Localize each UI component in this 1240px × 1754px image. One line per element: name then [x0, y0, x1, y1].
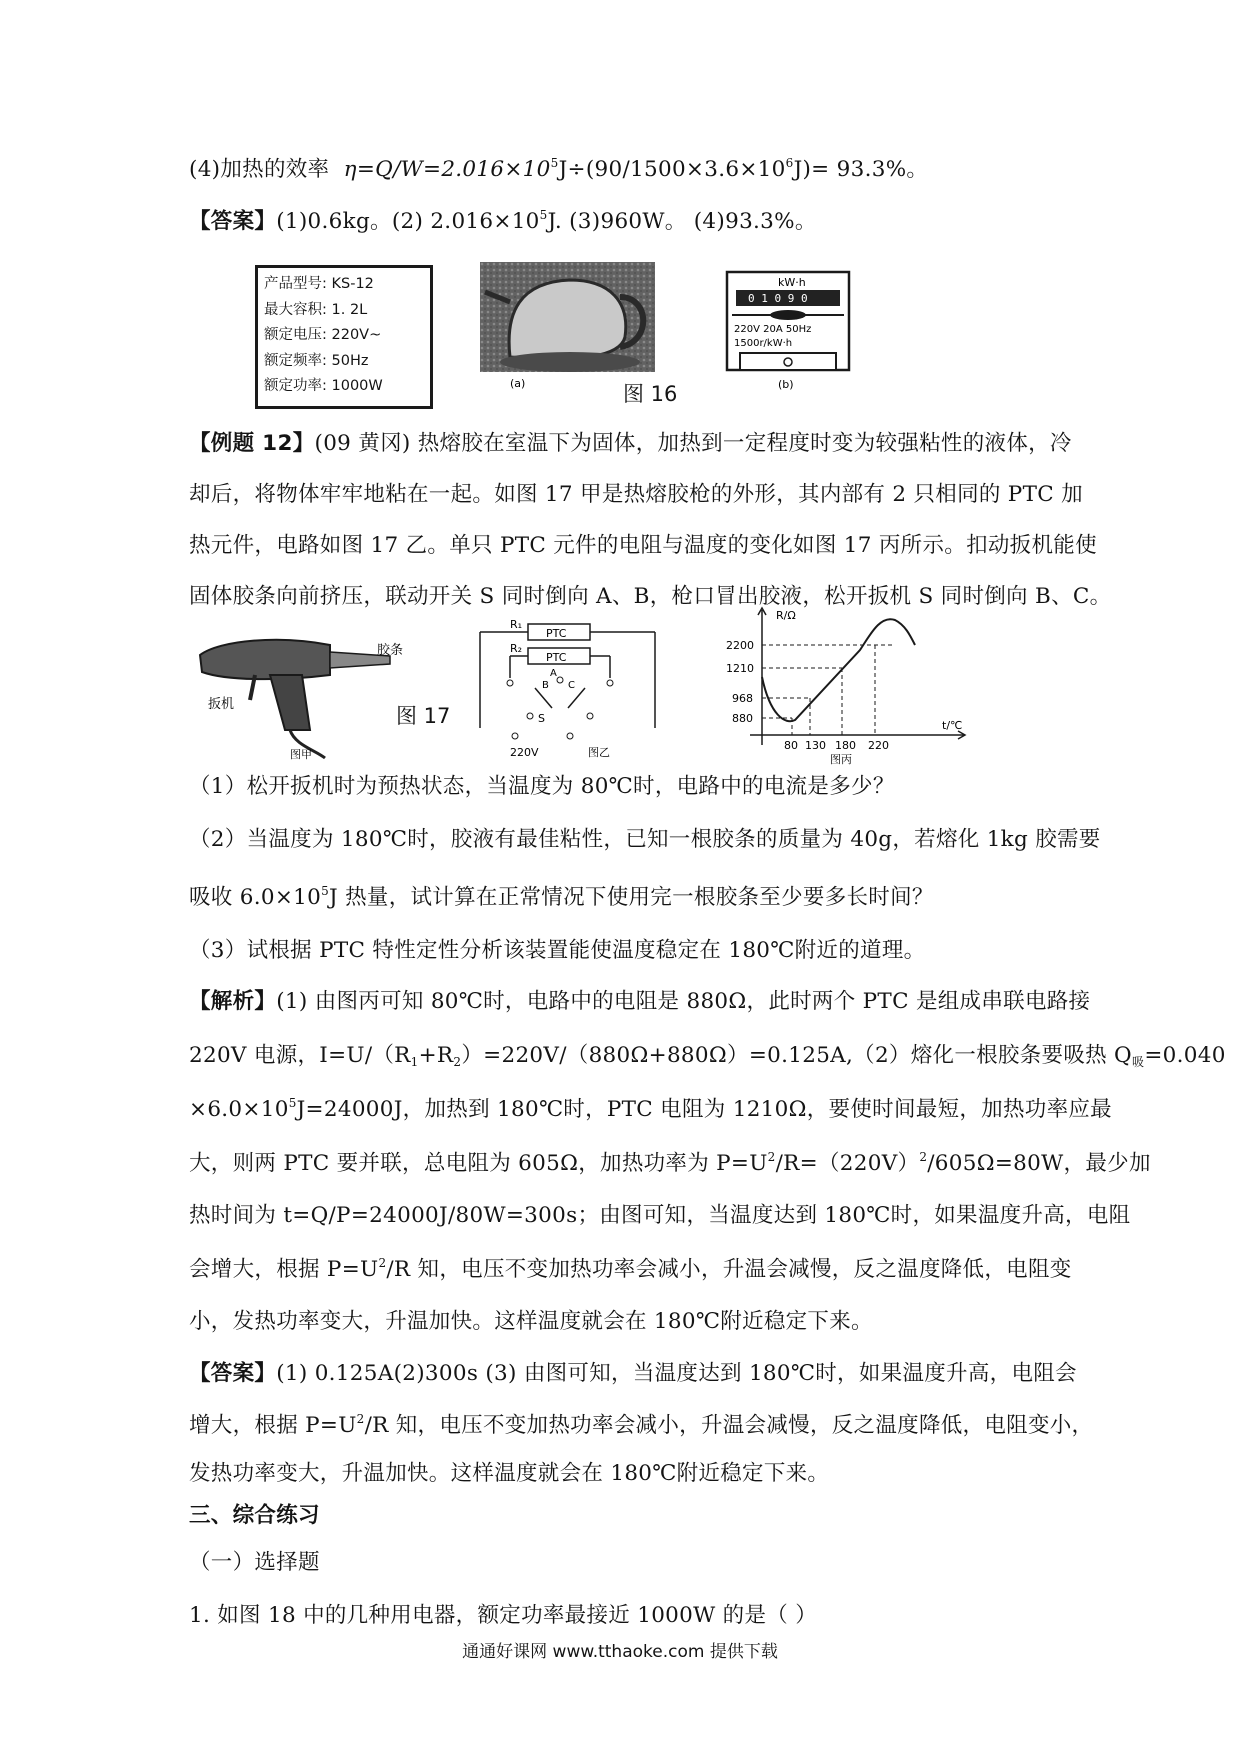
- footer-text: 通通好课网 www.tthaoke.com 提供下载: [462, 1642, 778, 1662]
- energy-meter: [720, 270, 860, 400]
- answer-line-1: 【答案】(1)0.6kg。(2) $2.016\times 10^5J$. (3)960W。 (4)93.3%。: [189, 208, 817, 234]
- example-12-line-3: 热元件，电路如图 17 乙。单只 PTC 元件的电阻与温度的变化如图 17 丙所示。扣动扳机能使: [189, 533, 1097, 558]
- trigger-label: 扳机: [208, 697, 235, 712]
- question-1: （1）松开扳机时为预热状态，当温度为 80℃时，电路中的电流是多少？: [189, 774, 895, 799]
- analysis-line-6: 会增大，根据 $P=U^2/R$ 知，电压不变加热功率会减小，升温会减慢，反之温度降低，电阻变: [189, 1256, 1072, 1282]
- analysis-line-5: 热时间为 t=Q/P=24000J/80W=300s；由图可知，当温度达到 180℃时，如果温度升高，电阻: [189, 1203, 1131, 1228]
- svg-text:B: B: [542, 680, 549, 691]
- figure-jia-label: 图甲: [290, 748, 312, 760]
- efficiency-line: (4)加热的效率 $\eta=Q/W=2.016\times 10^5J\div(90/1500\times 3.6\times 10^6J)= 93.3\%$。: [189, 156, 929, 182]
- svg-text:968: 968: [732, 692, 753, 705]
- example-12-line-1: 【例题 12】(09 黄冈) 热熔胶在室温下为固体，加热到一定程度时变为较强粘性的液体，冷: [189, 431, 1072, 456]
- svg-text:220: 220: [868, 739, 889, 752]
- svg-text:t/℃: t/℃: [942, 719, 963, 732]
- answer-line-2b: 增大，根据 $P=U^2/R$ 知，电压不变加热功率会减小，升温会减慢，反之温度降低，电阻变小，: [189, 1412, 1094, 1438]
- figure-16-caption: 图 16: [623, 382, 678, 406]
- figure-17-caption: 图 17: [396, 704, 451, 728]
- svg-text:80: 80: [784, 739, 798, 752]
- svg-text:A: A: [550, 668, 557, 679]
- svg-text:880: 880: [732, 712, 753, 725]
- svg-text:R₂: R₂: [510, 642, 523, 655]
- problem-1: 1. 如图 18 中的几种用电器，额定功率最接近 1000W 的是（ ）: [189, 1603, 817, 1628]
- meter-label-b: (b): [778, 378, 794, 391]
- analysis-line-2: 220V 电源，$I=U/(R_1+R_2)=220V/(880\Omega+880\Omega)=0.125A,(2)$熔化一根胶条要吸热 $Q_吸=0.040$: [189, 1043, 1226, 1069]
- figure-bing-label: 图丙: [830, 753, 852, 765]
- analysis-line-3: $\times 6.0\times 10^5J=24000J$，加热到 180℃时，PTC 电阻为 1210Ω，要使时间最短，加热功率应最: [189, 1096, 1112, 1122]
- example-12-line-2: 却后，将物体牢牢地粘在一起。如图 17 甲是热熔胶枪的外形，其内部有 2 只相同的 PTC 加: [189, 482, 1083, 507]
- svg-text:S: S: [538, 712, 545, 725]
- question-2: （2）当温度为 180℃时，胶液有最佳粘性，已知一根胶条的质量为 40g，若熔化 1kg 胶需要: [189, 827, 1101, 852]
- svg-text:130: 130: [805, 739, 826, 752]
- svg-text:220V: 220V: [510, 746, 539, 759]
- answer-line-2: 【答案】(1) 0.125A(2)300s (3) 由图可知，当温度达到 180℃时，如果温度升高，电阻会: [189, 1361, 1077, 1386]
- kettle-label-a: (a): [510, 377, 526, 390]
- analysis-line-1: 【解析】(1) 由图丙可知 80℃时，电路中的电阻是 880Ω，此时两个 PTC 是组成串联电路接: [189, 989, 1091, 1014]
- svg-text:kW·h: kW·h: [778, 276, 806, 289]
- svg-text:180: 180: [835, 739, 856, 752]
- svg-text:1500r/kW·h: 1500r/kW·h: [734, 338, 793, 349]
- svg-text:220V 20A 50Hz: 220V 20A 50Hz: [734, 324, 812, 335]
- svg-text:1210: 1210: [726, 662, 754, 675]
- example-12-line-4: 固体胶条向前挤压，联动开关 S 同时倒向 A、B，枪口冒出胶液，松开扳机 S 同时倒向 B、C。: [189, 584, 1112, 609]
- figure-yi-label: 图乙: [588, 746, 610, 759]
- svg-text:2200: 2200: [726, 639, 754, 652]
- svg-text:PTC: PTC: [546, 627, 567, 640]
- glue-stick-label: 胶条: [377, 643, 404, 658]
- answer-line-2c: 发热功率变大，升温加快。这样温度就会在 180℃附近稳定下来。: [189, 1461, 830, 1486]
- question-3: （3）试根据 PTC 特性定性分析该装置能使温度稳定在 180℃附近的道理。: [189, 938, 926, 963]
- svg-text:R₁: R₁: [510, 618, 523, 631]
- svg-text:R/Ω: R/Ω: [776, 609, 796, 622]
- glue-gun-figure: [190, 620, 425, 760]
- ptc-resistance-graph: [690, 605, 970, 765]
- section-3-heading: 三、综合练习: [189, 1503, 320, 1528]
- svg-text:PTC: PTC: [546, 651, 567, 664]
- subsection-choice: （一）选择题: [189, 1550, 320, 1575]
- kettle-photo: [480, 262, 665, 392]
- kettle-spec-table: 产品型号: KS-12 最大容积: 1. 2L 额定电压: 220V~ 额定频率: 50Hz 额定功率: 1000W: [255, 265, 433, 409]
- analysis-line-4: 大，则两 PTC 要并联，总电阻为 605Ω，加热功率为 $P=U^2/R=(220V)^2/605\Omega=80W$，最少加: [189, 1150, 1151, 1176]
- analysis-line-7: 小，发热功率变大，升温加快。这样温度就会在 180℃附近稳定下来。: [189, 1309, 873, 1334]
- svg-text:0 1 0 9 0: 0 1 0 9 0: [748, 292, 808, 305]
- svg-text:C: C: [568, 680, 575, 691]
- question-2-cont: 吸收 $6.0\times 10^5J$ 热量，试计算在正常情况下使用完一根胶条至少要多长时间？: [189, 884, 934, 910]
- circuit-figure: [470, 618, 660, 763]
